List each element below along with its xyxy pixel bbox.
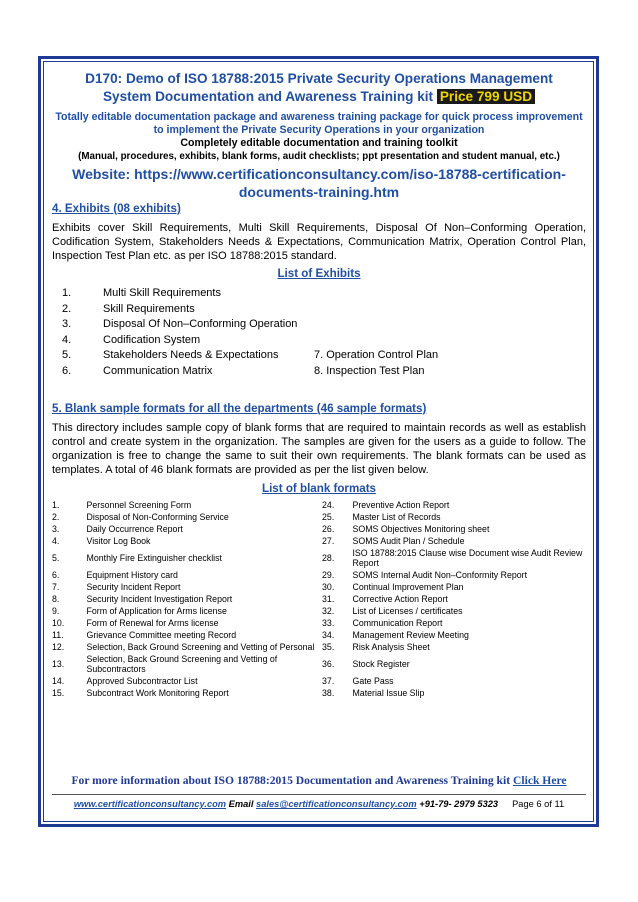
table-row bbox=[52, 641, 586, 653]
table-row bbox=[52, 675, 586, 687]
exhibit-number: 6. bbox=[62, 364, 72, 377]
format-label: ISO 18788:2015 Clause wise Document wise Audit Review Report bbox=[352, 548, 583, 568]
exhibit-item bbox=[52, 364, 586, 380]
table-row bbox=[52, 593, 586, 605]
format-number: 1. bbox=[52, 500, 60, 510]
title-line-2-text: System Documentation and Awareness Training kit bbox=[102, 89, 437, 104]
format-number: 33. bbox=[322, 618, 335, 628]
format-number: 26. bbox=[322, 524, 335, 534]
exhibit-item bbox=[52, 302, 586, 318]
table-row bbox=[52, 523, 586, 535]
format-number: 28. bbox=[322, 553, 335, 563]
format-number: 15. bbox=[52, 688, 65, 698]
format-label: Approved Subcontractor List bbox=[86, 676, 198, 686]
format-label: Communication Report bbox=[352, 618, 443, 628]
subtitle: Totally editable documentation package and awareness training package for quick process improvement to implement the Private Security Operations in your organization bbox=[55, 111, 583, 136]
exhibit-number: 3. bbox=[62, 318, 72, 330]
format-label: SOMS Objectives Monitoring sheet bbox=[352, 524, 490, 534]
format-number: 3. bbox=[52, 524, 60, 534]
table-row bbox=[52, 605, 586, 617]
format-number: 24. bbox=[322, 500, 335, 510]
footer-site-link[interactable]: www.certificationconsultancy.com bbox=[73, 799, 227, 809]
contents-line: (Manual, procedures, exhibits, blank forms, audit checklists; ppt presentation and student manual, etc.) bbox=[78, 151, 560, 162]
format-number: 4. bbox=[52, 536, 60, 546]
table-row bbox=[52, 499, 586, 511]
formats-list-title: List of blank formats bbox=[261, 482, 377, 495]
format-label: Equipment History card bbox=[86, 570, 178, 580]
format-label: Stock Register bbox=[352, 659, 410, 669]
table-row bbox=[52, 511, 586, 523]
format-label: Risk Analysis Sheet bbox=[352, 642, 430, 652]
format-label: Subcontract Work Monitoring Report bbox=[86, 688, 229, 698]
format-label: Gate Pass bbox=[352, 676, 394, 686]
document-title bbox=[52, 70, 586, 106]
toolkit-line: Completely editable documentation and training toolkit bbox=[180, 137, 458, 149]
format-label: Selection, Back Ground Screening and Vetting of Personal bbox=[86, 642, 315, 652]
format-number: 13. bbox=[52, 659, 65, 669]
exhibits-intro: Exhibits cover Skill Requirements, Multi Skill Requirements, Disposal Of Non–Conforming Operation, Codification System, Stakeholders Needs & Expectations, Communication Matrix, Operation Control Plan, Inspection Test Plan etc. as per ISO 18788:2015 standard. bbox=[52, 222, 586, 262]
exhibit-number: 1. bbox=[62, 287, 72, 299]
more-info-line bbox=[52, 774, 586, 787]
table-row bbox=[52, 535, 586, 547]
format-label: Daily Occurrence Report bbox=[86, 524, 183, 534]
format-label: Preventive Action Report bbox=[352, 500, 450, 510]
exhibit-label: Multi Skill Requirements bbox=[103, 287, 221, 299]
format-number: 36. bbox=[322, 659, 335, 669]
exhibit-label: Stakeholders Needs & Expectations bbox=[103, 349, 279, 361]
format-label: Material Issue Slip bbox=[352, 688, 425, 698]
format-label: SOMS Internal Audit Non–Conformity Report bbox=[352, 570, 528, 580]
exhibit-label: Communication Matrix bbox=[103, 364, 213, 377]
exhibit-number: 5. bbox=[62, 349, 72, 361]
title-line-2 bbox=[52, 88, 586, 106]
more-info-text: For more information about ISO 18788:2015 Documentation and Awareness Training kit bbox=[71, 774, 513, 787]
format-number: 37. bbox=[322, 676, 335, 686]
exhibits-list-title: List of Exhibits bbox=[277, 267, 361, 280]
format-label: Disposal of Non-Conforming Service bbox=[86, 512, 229, 522]
format-label: Selection, Back Ground Screening and Vetting of Subcontractors bbox=[86, 654, 278, 674]
footer-email-link[interactable]: sales@certificationconsultancy.com bbox=[256, 799, 417, 809]
table-row bbox=[52, 617, 586, 629]
format-label: Form of Renewal for Arms license bbox=[86, 618, 219, 628]
format-number: 10. bbox=[52, 618, 65, 628]
website-link[interactable]: Website: https://www.certificationconsultancy.com/iso-18788-certification-documents-training.htm bbox=[72, 166, 566, 200]
page-content bbox=[52, 70, 586, 699]
format-number: 34. bbox=[322, 630, 335, 640]
footer bbox=[52, 799, 586, 809]
format-number: 31. bbox=[322, 594, 335, 604]
exhibit-label: Codification System bbox=[103, 333, 201, 346]
page-number: Page 6 of 11 bbox=[512, 799, 565, 809]
format-number: 12. bbox=[52, 642, 65, 652]
format-number: 29. bbox=[322, 570, 335, 580]
format-number: 11. bbox=[52, 630, 64, 640]
click-here-link[interactable]: Click Here bbox=[513, 774, 567, 787]
format-label: Master List of Records bbox=[352, 512, 441, 522]
footer-email-label: Email bbox=[226, 799, 257, 809]
format-label: Corrective Action Report bbox=[352, 594, 448, 604]
table-row bbox=[52, 547, 586, 569]
format-number: 7. bbox=[52, 582, 60, 592]
formats-intro: This directory includes sample copy of blank forms that are required to maintain records as well as establish control and create system in the organization. The samples are given for the users as a guide to follow. The organization is free to change the same to suit their own requirements. The blank formats can be used as templates. A total of 46 blank formats are provided as per the list given below. bbox=[52, 422, 586, 476]
table-row bbox=[52, 581, 586, 593]
table-row bbox=[52, 569, 586, 581]
exhibit-extra: 7. Operation Control Plan bbox=[314, 349, 439, 361]
format-number: 5. bbox=[52, 553, 60, 563]
format-label: Security Incident Investigation Report bbox=[86, 594, 233, 604]
format-number: 25. bbox=[322, 512, 335, 522]
format-number: 30. bbox=[322, 582, 335, 592]
format-number: 2. bbox=[52, 512, 60, 522]
format-number: 6. bbox=[52, 570, 60, 580]
exhibit-label: Skill Requirements bbox=[103, 302, 195, 315]
format-label: Management Review Meeting bbox=[352, 630, 469, 640]
format-label: Visitor Log Book bbox=[86, 536, 151, 546]
exhibit-extra: 8. Inspection Test Plan bbox=[314, 364, 425, 377]
footer-divider bbox=[52, 794, 586, 795]
format-label: Personnel Screening Form bbox=[86, 500, 192, 510]
price-badge: Price 799 USD bbox=[437, 89, 535, 104]
exhibit-item bbox=[52, 286, 586, 302]
exhibit-number: 2. bbox=[62, 302, 72, 315]
format-label: SOMS Audit Plan / Schedule bbox=[352, 536, 465, 546]
formats-table bbox=[52, 499, 586, 699]
table-row bbox=[52, 653, 586, 675]
format-number: 35. bbox=[322, 642, 335, 652]
format-label: Continual Improvement Plan bbox=[352, 582, 464, 592]
format-label: Grievance Committee meeting Record bbox=[86, 630, 237, 640]
title-line-1: D170: Demo of ISO 18788:2015 Private Security Operations Management bbox=[85, 71, 553, 86]
exhibit-item bbox=[52, 317, 586, 333]
exhibit-item bbox=[52, 333, 586, 349]
table-row bbox=[52, 687, 586, 699]
format-number: 9. bbox=[52, 606, 60, 616]
exhibit-number: 4. bbox=[62, 333, 72, 346]
format-number: 8. bbox=[52, 594, 60, 604]
format-number: 14. bbox=[52, 676, 65, 686]
exhibits-heading: 4. Exhibits (08 exhibits) bbox=[52, 202, 181, 215]
table-row bbox=[52, 629, 586, 641]
format-number: 38. bbox=[322, 688, 335, 698]
exhibit-list bbox=[52, 286, 586, 379]
format-number: 32. bbox=[322, 606, 335, 616]
footer-phone: +91-79- 2979 5323 bbox=[416, 799, 499, 809]
format-label: Security Incident Report bbox=[86, 582, 181, 592]
format-label: Form of Application for Arms license bbox=[86, 606, 227, 616]
formats-heading: 5. Blank sample formats for all the departments (46 sample formats) bbox=[52, 402, 427, 415]
exhibit-label: Disposal Of Non–Conforming Operation bbox=[103, 318, 298, 330]
format-number: 27. bbox=[322, 536, 335, 546]
format-label: List of Licenses / certificates bbox=[352, 606, 463, 616]
exhibit-item bbox=[52, 348, 586, 364]
format-label: Monthly Fire Extinguisher checklist bbox=[86, 553, 222, 563]
